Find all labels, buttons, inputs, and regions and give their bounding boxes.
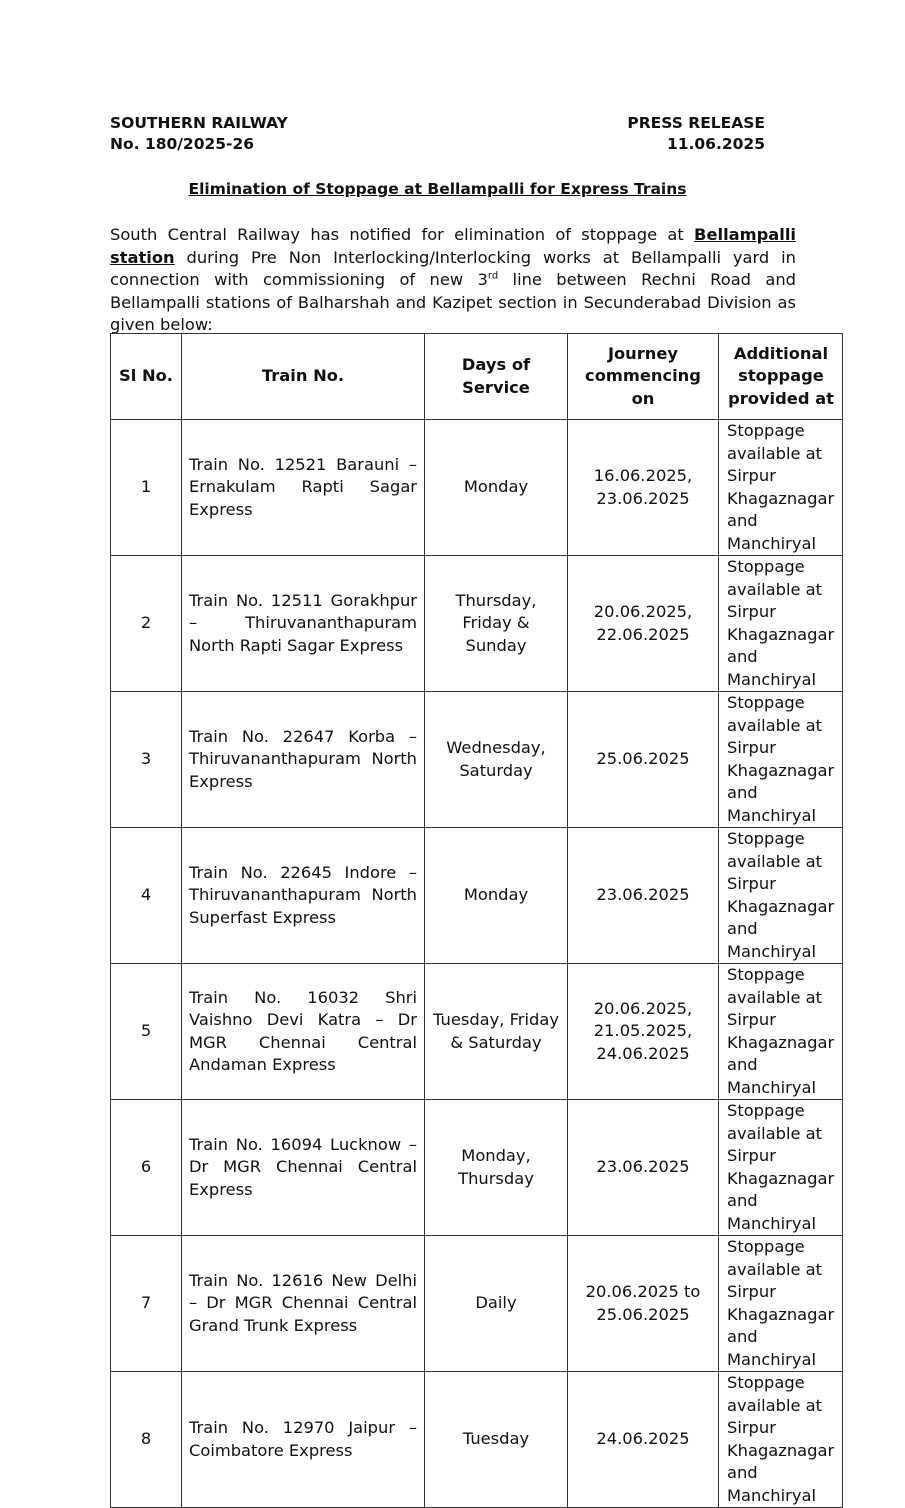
table-row — [111, 1100, 843, 1236]
cell-train: Train No. 22645 Indore – Thiruvananthapuram North Superfast Express — [182, 828, 425, 964]
intro-highlight-station: Bellampalli station — [110, 225, 796, 267]
cell-days: Tuesday, Friday & Saturday — [425, 964, 568, 1100]
cell-stoppage: Stoppage available at Sirpur Khagaznagar and Manchiryal — [719, 1372, 843, 1508]
cell-dates: 23.06.2025 — [568, 828, 719, 964]
cell-sl: 7 — [111, 1236, 182, 1372]
header-right — [627, 113, 765, 155]
cell-train: Train No. 16094 Lucknow – Dr MGR Chennai Central Express — [182, 1100, 425, 1236]
cell-days: Daily — [425, 1236, 568, 1372]
table-row — [111, 556, 843, 692]
col-header-stoppage: Additional stoppage provided at — [719, 334, 843, 420]
cell-sl: 8 — [111, 1372, 182, 1508]
reference-number: No. 180/2025-26 — [110, 135, 255, 153]
document-type: PRESS RELEASE — [627, 114, 765, 132]
cell-days: Monday — [425, 828, 568, 964]
table-header-row — [111, 334, 843, 420]
cell-sl: 2 — [111, 556, 182, 692]
table-row — [111, 964, 843, 1100]
table-row — [111, 828, 843, 964]
cell-days: Thursday, Friday & Sunday — [425, 556, 568, 692]
cell-sl: 5 — [111, 964, 182, 1100]
cell-dates: 23.06.2025 — [568, 1100, 719, 1236]
cell-stoppage: Stoppage available at Sirpur Khagaznagar and Manchiryal — [719, 1100, 843, 1236]
cell-dates: 16.06.2025, 23.06.2025 — [568, 420, 719, 556]
cell-dates: 20.06.2025, 22.06.2025 — [568, 556, 719, 692]
cell-stoppage: Stoppage available at Sirpur Khagaznagar and Manchiryal — [719, 420, 843, 556]
cell-train: Train No. 12970 Jaipur – Coimbatore Express — [182, 1372, 425, 1508]
intro-superscript: rd — [487, 270, 499, 282]
stoppage-table — [110, 333, 843, 1508]
org-name: SOUTHERN RAILWAY — [110, 114, 288, 132]
cell-dates: 25.06.2025 — [568, 692, 719, 828]
col-header-days: Days of Service — [425, 334, 568, 420]
cell-sl: 3 — [111, 692, 182, 828]
table-row — [111, 692, 843, 828]
intro-part-1: South Central Railway has notified for elimination of stoppage at — [110, 225, 695, 244]
cell-sl: 1 — [111, 420, 182, 556]
table-row — [111, 1372, 843, 1508]
cell-dates: 20.06.2025, 21.05.2025, 24.06.2025 — [568, 964, 719, 1100]
cell-dates: 20.06.2025 to 25.06.2025 — [568, 1236, 719, 1372]
cell-stoppage: Stoppage available at Sirpur Khagaznagar and Manchiryal — [719, 1236, 843, 1372]
intro-paragraph — [110, 224, 796, 337]
cell-days: Monday — [425, 420, 568, 556]
cell-train: Train No. 12616 New Delhi – Dr MGR Chennai Central Grand Trunk Express — [182, 1236, 425, 1372]
col-header-train: Train No. — [182, 334, 425, 420]
intro-part-2: during Pre Non Interlocking/Interlocking works at Bellampalli yard in connection with commissioning of new 3 — [110, 247, 796, 289]
cell-stoppage: Stoppage available at Sirpur Khagaznagar and Manchiryal — [719, 964, 843, 1100]
intro-part-3: line between Rechni Road and Bellampalli stations of Balharshah and Kazipet section in Secunderabad Division as given below: — [110, 270, 796, 334]
cell-days: Monday, Thursday — [425, 1100, 568, 1236]
cell-train: Train No. 16032 Shri Vaishno Devi Katra – Dr MGR Chennai Central Andaman Express — [182, 964, 425, 1100]
col-header-journey: Journey commencing on — [568, 334, 719, 420]
subject-heading: Elimination of Stoppage at Bellampalli for Express Trains — [188, 180, 687, 198]
table-row — [111, 420, 843, 556]
table-row — [111, 1236, 843, 1372]
cell-train: Train No. 12521 Barauni – Ernakulam Rapti Sagar Express — [182, 420, 425, 556]
cell-days: Wednesday, Saturday — [425, 692, 568, 828]
cell-stoppage: Stoppage available at Sirpur Khagaznagar and Manchiryal — [719, 692, 843, 828]
cell-sl: 4 — [111, 828, 182, 964]
cell-train: Train No. 22647 Korba – Thiruvananthapuram North Express — [182, 692, 425, 828]
cell-days: Tuesday — [425, 1372, 568, 1508]
cell-train: Train No. 12511 Gorakhpur – Thiruvananthapuram North Rapti Sagar Express — [182, 556, 425, 692]
cell-stoppage: Stoppage available at Sirpur Khagaznagar and Manchiryal — [719, 828, 843, 964]
col-header-sl: Sl No. — [111, 334, 182, 420]
cell-stoppage: Stoppage available at Sirpur Khagaznagar and Manchiryal — [719, 556, 843, 692]
cell-dates: 24.06.2025 — [568, 1372, 719, 1508]
cell-sl: 6 — [111, 1100, 182, 1236]
release-date: 11.06.2025 — [666, 135, 765, 153]
header-left — [110, 113, 288, 155]
